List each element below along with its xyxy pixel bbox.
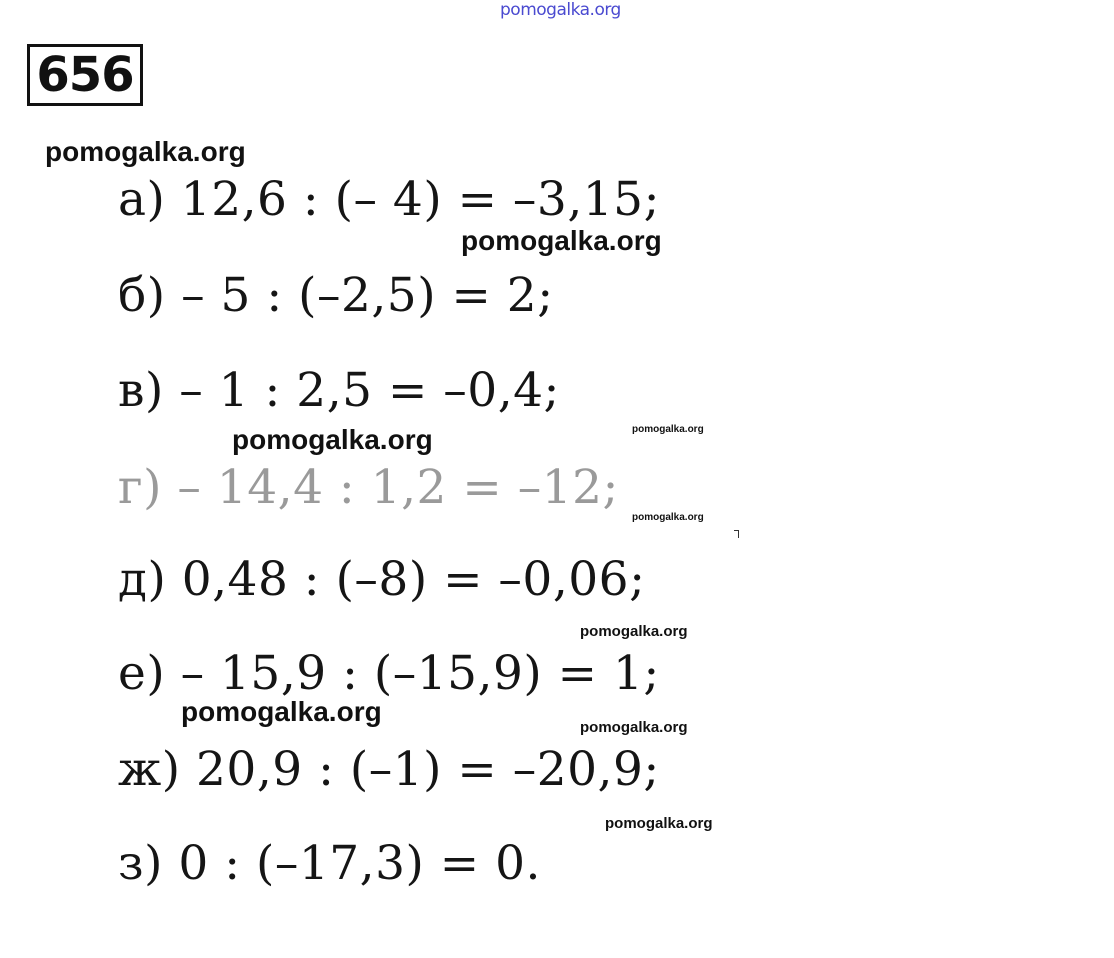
watermark-5: pomogalka.org — [632, 512, 704, 523]
watermark-4: pomogalka.org — [632, 424, 704, 435]
equation-zh: ж) 20,9 : (–1) = –20,9; — [118, 742, 660, 797]
watermark-1: pomogalka.org — [45, 136, 246, 167]
watermark-2: pomogalka.org — [461, 225, 662, 256]
equation-v: в) – 1 : 2,5 = –0,4; — [118, 363, 560, 418]
equation-e: е) – 15,9 : (–15,9) = 1; — [118, 646, 660, 701]
watermark-top[interactable]: pomogalka.org — [500, 0, 621, 20]
problem-number: 656 — [27, 44, 143, 106]
watermark-9: pomogalka.org — [605, 815, 713, 832]
equation-g: г) – 14,4 : 1,2 = –12; — [118, 460, 619, 515]
equation-b: б) – 5 : (–2,5) = 2; — [118, 268, 554, 323]
watermark-8: pomogalka.org — [580, 719, 688, 736]
equation-a: а) 12,6 : (– 4) = –3,15; — [118, 172, 660, 227]
equation-z: з) 0 : (–17,3) = 0. — [118, 836, 541, 891]
stray-mark — [734, 530, 739, 538]
watermark-6: pomogalka.org — [580, 623, 688, 640]
equation-d: д) 0,48 : (–8) = –0,06; — [118, 552, 646, 607]
watermark-3: pomogalka.org — [232, 424, 433, 455]
watermark-7: pomogalka.org — [181, 696, 382, 727]
